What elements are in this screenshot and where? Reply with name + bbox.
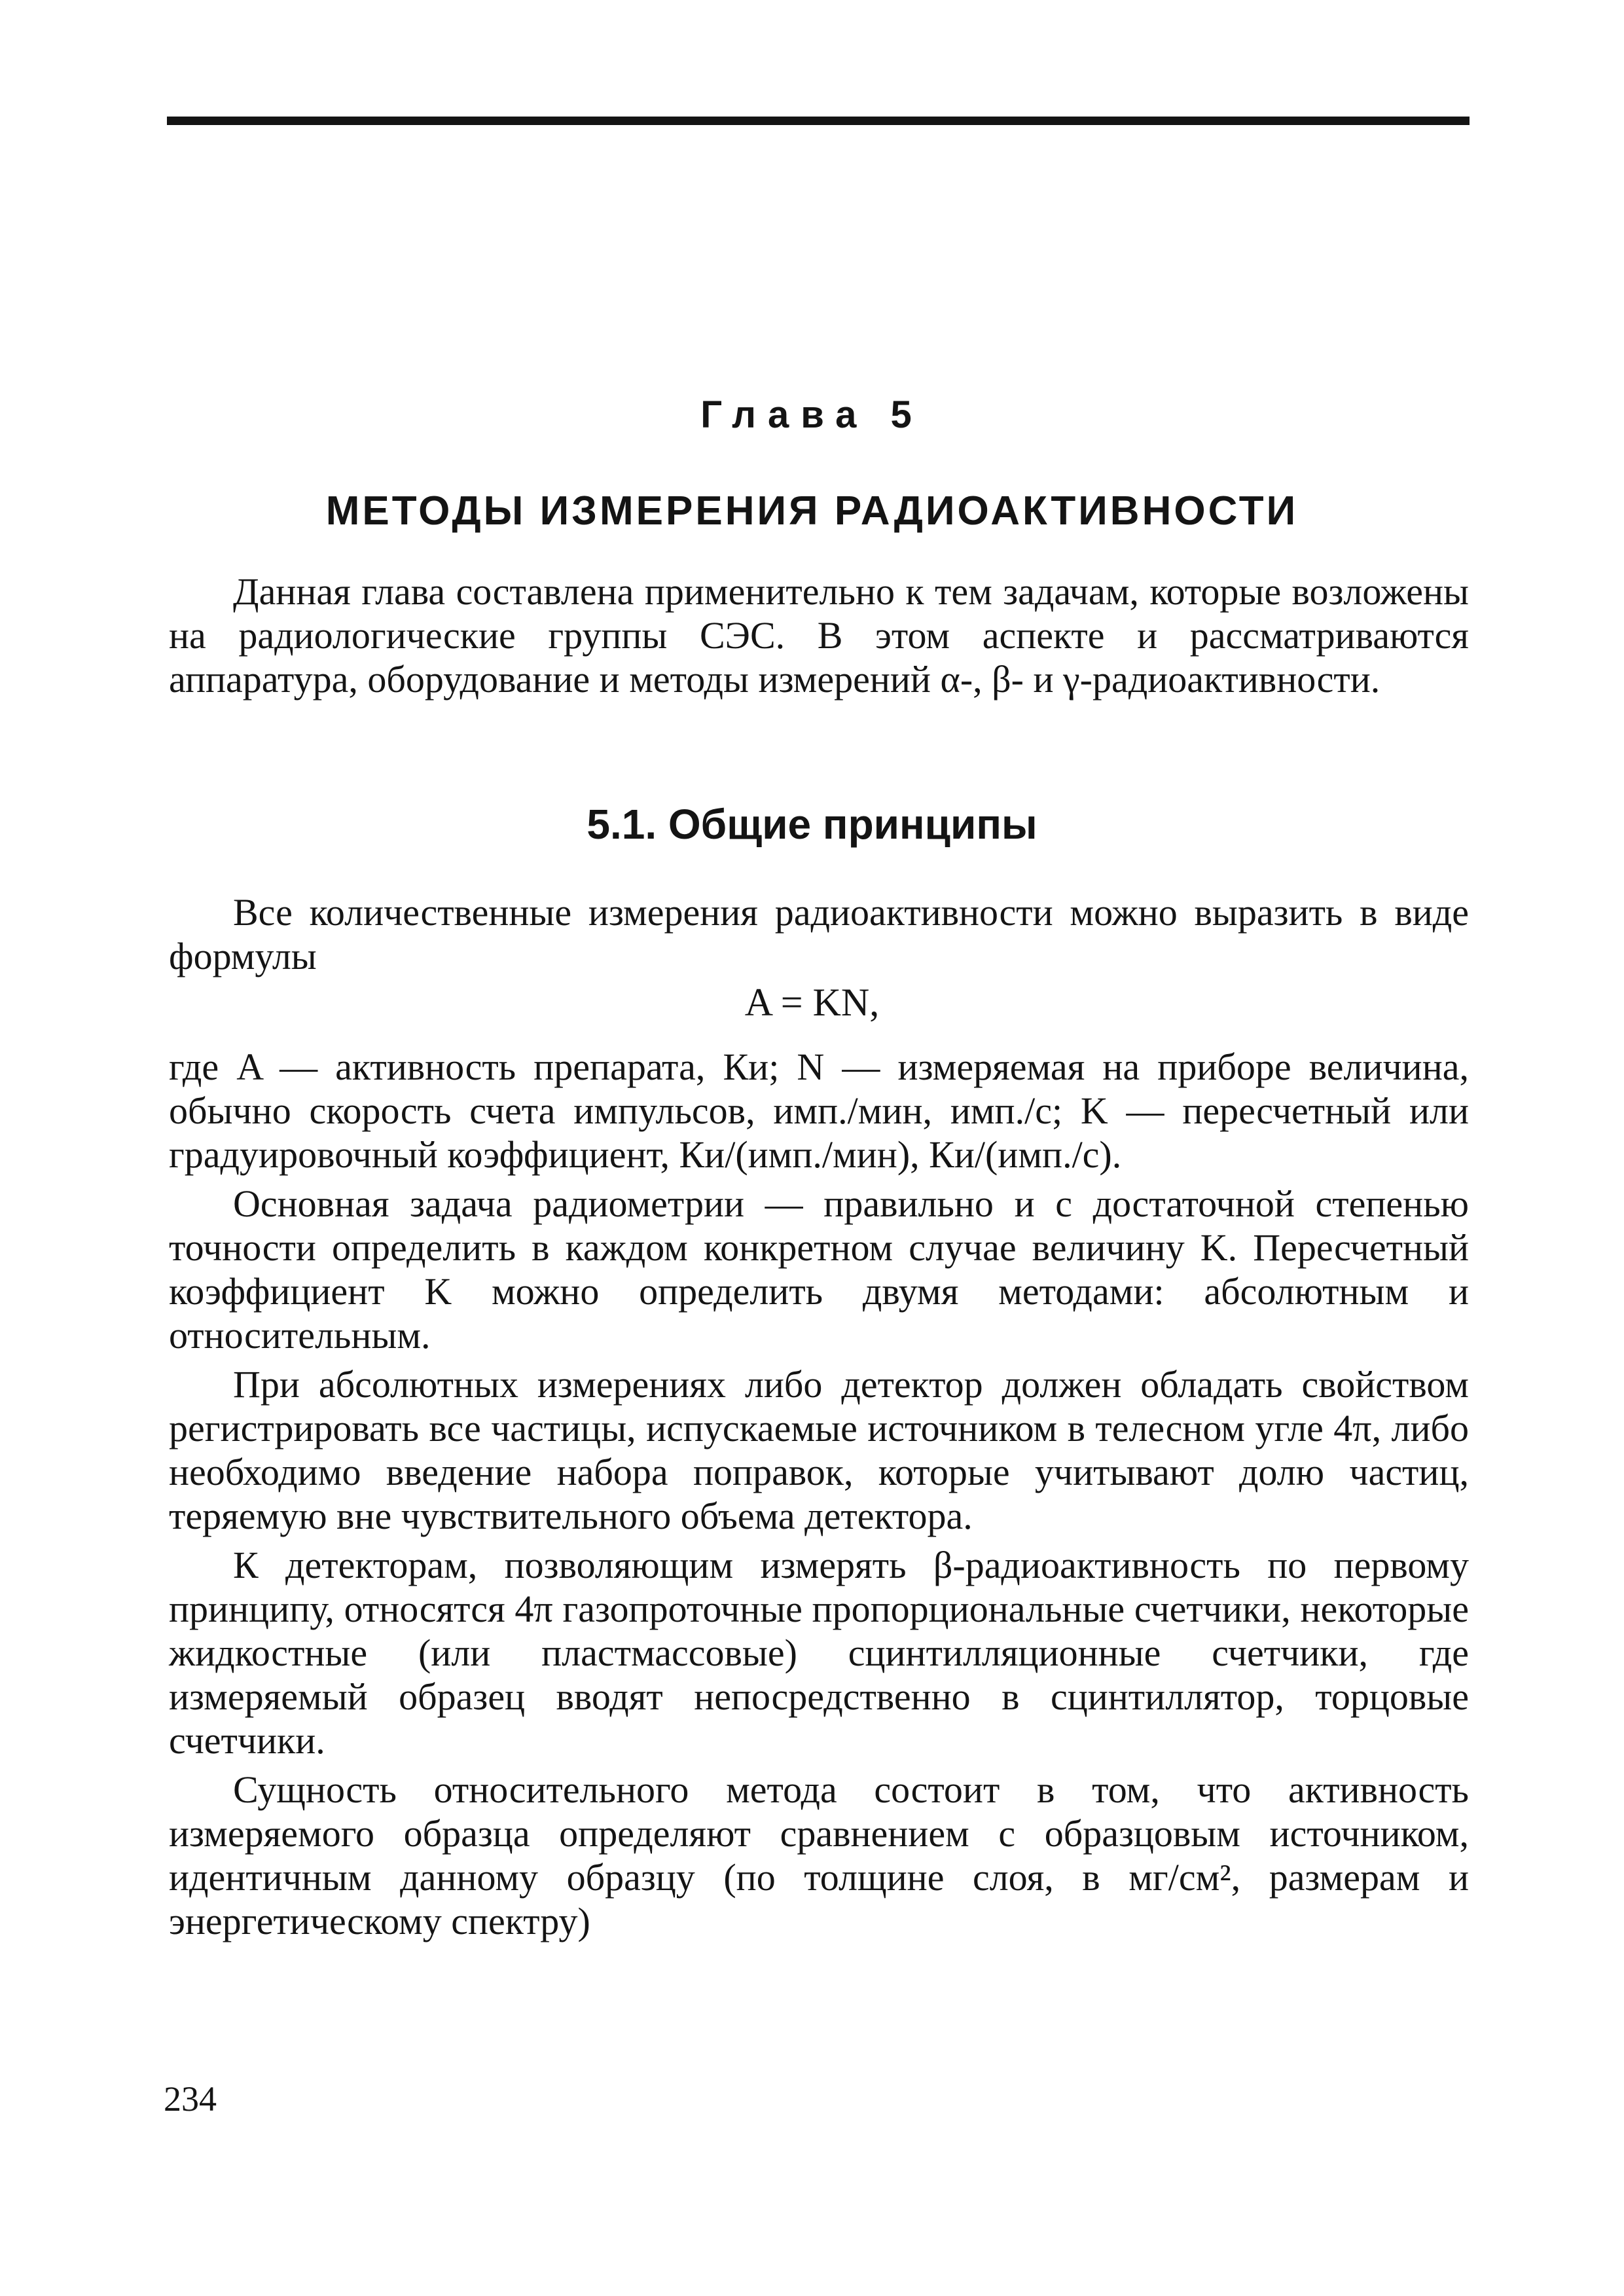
top-rule — [167, 117, 1470, 125]
formula: A = KN, — [744, 981, 880, 1024]
paragraph: где A — активность препарата, Ки; N — измеряемая на приборе величина, обычно скорость счета импульсов, имп./мин, имп./с; K — пересчетный или градуировочный коэффициент, Ки/(имп./мин), Ки/(имп./с). — [169, 1046, 1469, 1176]
intro-paragraph: Данная глава составлена применительно к тем задачам, которые возложены на радиологические группы СЭС. В этом аспекте и рассматриваются аппаратура, оборудование и методы измерений α-, β- и γ-радиоактивности. — [169, 570, 1469, 701]
section-text-top — [169, 890, 1469, 978]
paragraph: К детекторам, позволяющим измерять β-радиоактивность по первому принципу, относятся 4π газопроточные пропорциональные счетчики, некоторые жидкостные (или пластмассовые) сцинтилляционные счетчики, где измеряемый образец вводят непосредственно в сцинтиллятор, торцовые счетчики. — [169, 1544, 1469, 1762]
paragraph: Все количественные измерения радиоактивности можно выразить в виде формулы — [169, 891, 1469, 977]
section-text-body — [169, 1045, 1469, 1943]
paragraph: Сущность относительного метода состоит в том, что активность измеряемого образца определяют сравнением с образцовым источником, идентичным данному образцу (по толщине слоя, в мг/см², размерам и энергетическому спектру) — [169, 1768, 1469, 1942]
chapter-title: МЕТОДЫ ИЗМЕРЕНИЯ РАДИОАКТИВНОСТИ — [325, 488, 1299, 534]
paragraph: При абсолютных измерениях либо детектор должен обладать свойством регистрировать все частицы, испускаемые источником в телесном угле 4π, либо необходимо введение набора поправок, которые учитывают долю частиц, теряемую вне чувствительного объема детектора. — [169, 1363, 1469, 1537]
section-heading: 5.1. Общие принципы — [586, 801, 1038, 848]
chapter-label: Глава 5 — [700, 393, 924, 436]
intro-block — [169, 570, 1469, 701]
paragraph: Основная задача радиометрии — правильно и с достаточной степенью точности определить в каждом конкретном случае величину K. Пересчетный коэффициент K можно определить двумя методами: абсолютным и относительным. — [169, 1182, 1469, 1357]
page-number: 234 — [164, 2079, 217, 2119]
